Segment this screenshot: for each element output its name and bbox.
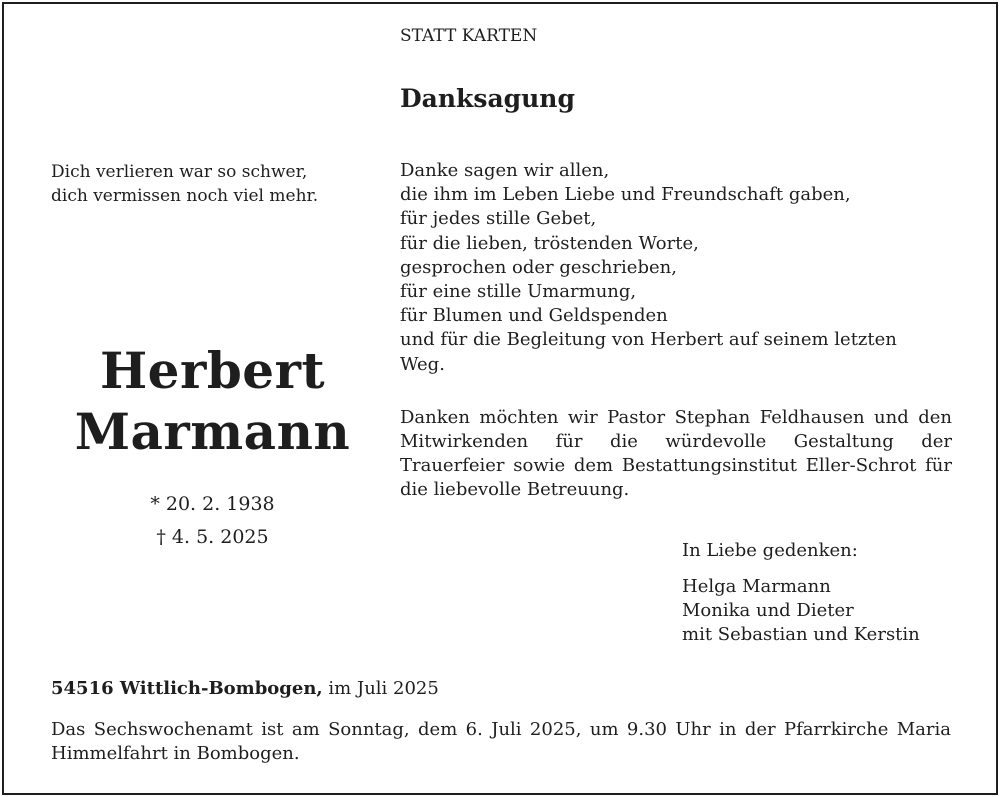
statt-karten-label: STATT KARTEN	[400, 26, 538, 46]
thanks-paragraph: Danken möchten wir Pastor Stephan Feldhausen und den Mitwirkenden für die würdevolle Gestaltung der Trauerfeier sowie dem Bestattungsinstitut Eller-Schrot für die liebevolle Betreuung.	[400, 407, 952, 500]
thanks-poem	[400, 159, 897, 377]
page-title: Danksagung	[400, 84, 575, 113]
place: 54516 Wittlich-Bombogen,	[51, 678, 323, 699]
signer: Monika und Dieter	[682, 600, 854, 621]
deceased-first-name: Herbert	[99, 341, 326, 400]
poem-line: gesprochen oder geschrieben,	[400, 256, 677, 278]
place-and-date	[51, 678, 439, 699]
motto	[51, 160, 318, 208]
death-date: † 4. 5. 2025	[156, 526, 269, 548]
motto-line: dich vermissen noch viel mehr.	[51, 186, 319, 206]
life-dates	[40, 488, 385, 554]
remembrance-title: In Liebe gedenken:	[682, 540, 858, 561]
poem-line: Danke sagen wir allen,	[400, 160, 610, 181]
poem-line: für jedes stille Gebet,	[400, 208, 597, 230]
date: im Juli 2025	[322, 678, 439, 699]
deceased-last-name: Marmann	[74, 402, 351, 461]
signer: mit Sebastian und Kerstin	[682, 624, 920, 645]
signer: Helga Marmann	[682, 576, 831, 597]
service-note: Das Sechswochenamt ist am Sonntag, dem 6. Juli 2025, um 9.30 Uhr in der Pfarrkirche Maria Himmelfahrt in Bombogen.	[51, 719, 951, 764]
motto-line: Dich verlieren war so schwer,	[51, 162, 308, 182]
deceased-name	[40, 340, 385, 462]
birth-date: * 20. 2. 1938	[150, 493, 275, 515]
poem-line: für die lieben, tröstenden Worte,	[400, 232, 699, 254]
poem-line: für eine stille Umarmung,	[400, 281, 637, 303]
signers-list	[682, 575, 920, 647]
poem-line: Weg.	[400, 353, 445, 375]
poem-line: und für die Begleitung von Herbert auf seinem letzten	[400, 329, 897, 351]
poem-line: für Blumen und Geldspenden	[400, 305, 668, 327]
poem-line: die ihm im Leben Liebe und Freundschaft gaben,	[400, 184, 851, 206]
